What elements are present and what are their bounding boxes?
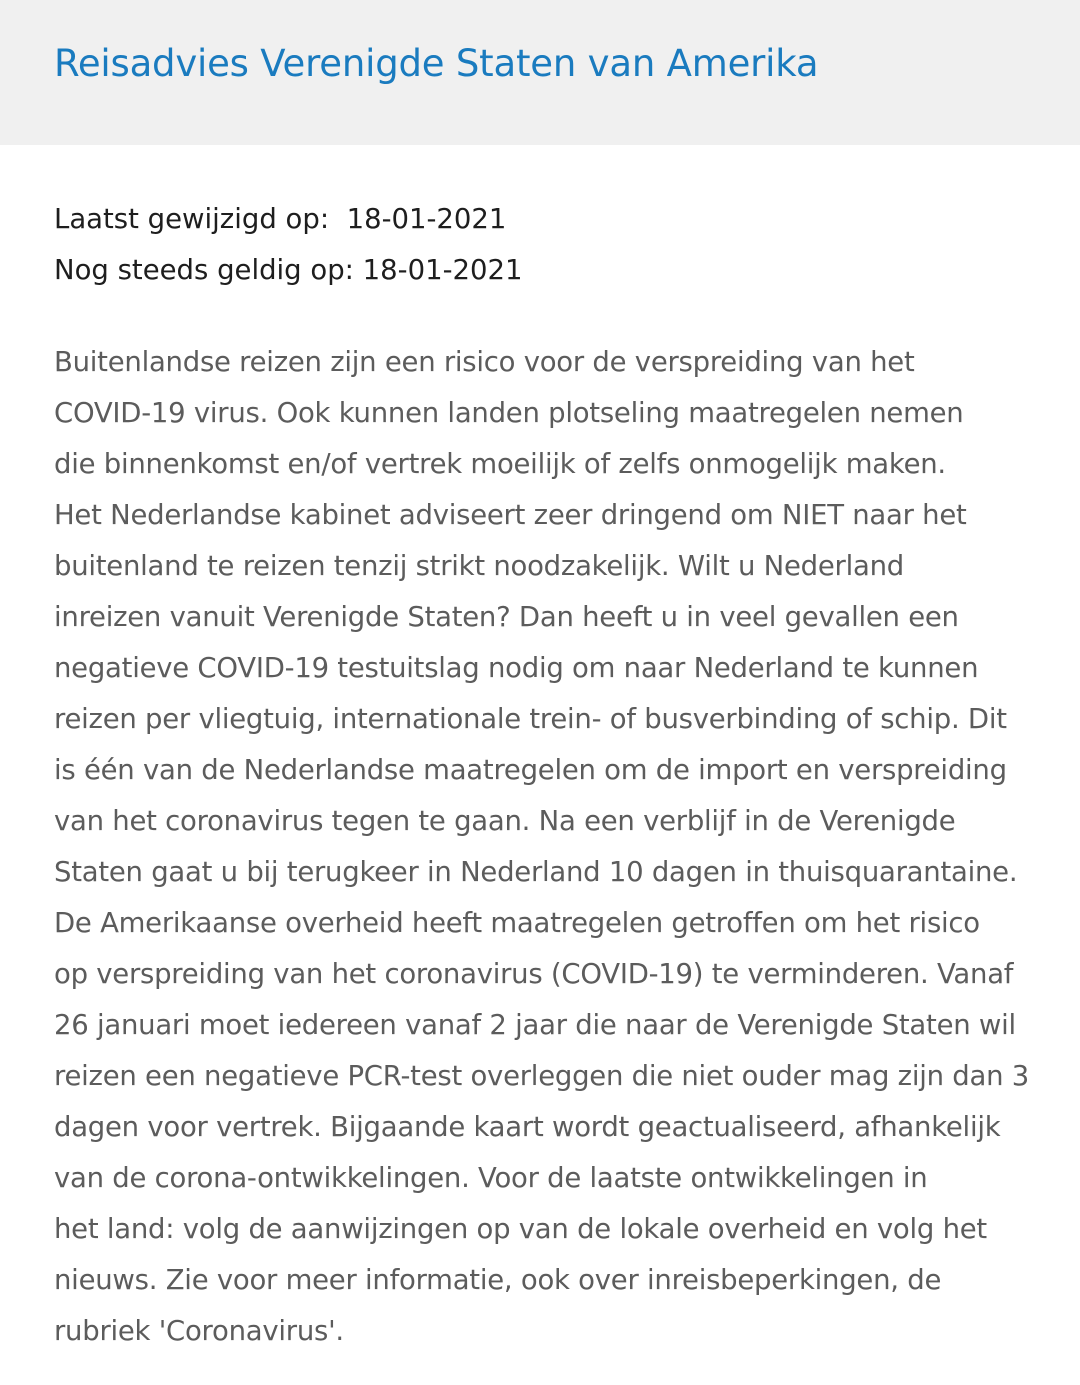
- page-header: [0, 0, 1080, 145]
- last-modified-label: Laatst gewijzigd op:: [54, 203, 330, 235]
- page-title: Reisadvies Verenigde Staten van Amerika: [54, 42, 819, 85]
- still-valid-row: [54, 245, 1034, 296]
- date-info: [54, 194, 1034, 296]
- still-valid-date: 18-01-2021: [362, 254, 523, 286]
- last-modified-row: [54, 194, 1034, 245]
- still-valid-label: Nog steeds geldig op:: [54, 254, 354, 286]
- last-modified-date: 18-01-2021: [346, 203, 507, 235]
- advisory-text: Buitenlandse reizen zijn een risico voor de verspreiding van het COVID-19 virus. Ook kunnen landen plotseling maatregelen nemen die binnenkomst en/of vertrek moeilijk of zelfs onmogelijk maken. Het Nederlandse kabinet adviseert zeer dringend om NIET naar het buitenland te reizen tenzij strikt noodzakelijk. Wilt u Nederland inreizen vanuit Verenigde Staten? Dan heeft u in veel gevallen een negatieve COVID-19 testuitslag nodig om naar Nederland te kunnen reizen per vliegtuig, internationale trein- of busverbinding of schip. Dit is één van de Nederlandse maatregelen om de import en verspreiding van het coronavirus tegen te gaan. Na een verblijf in de Verenigde Staten gaat u bij terugkeer in Nederland 10 dagen in thuisquarantaine. De Amerikaanse overheid heeft maatregelen getroffen om het risico op verspreiding van het coronavirus (COVID-19) te verminderen. Vanaf 26 januari moet iedereen vanaf 2 jaar die naar de Verenigde Staten wil reizen een negatieve PCR-test overleggen die niet ouder mag zijn dan 3 dagen voor vertrek. Bijgaande kaart wordt geactualiseerd, afhankelijk van de corona-ontwikkelingen. Voor de laatste ontwikkelingen in het land: volg de aanwijzingen op van de lokale overheid en volg het nieuws. Zie voor meer informatie, ook over inreisbeperkingen, de rubriek 'Coronavirus'.: [54, 346, 1030, 1347]
